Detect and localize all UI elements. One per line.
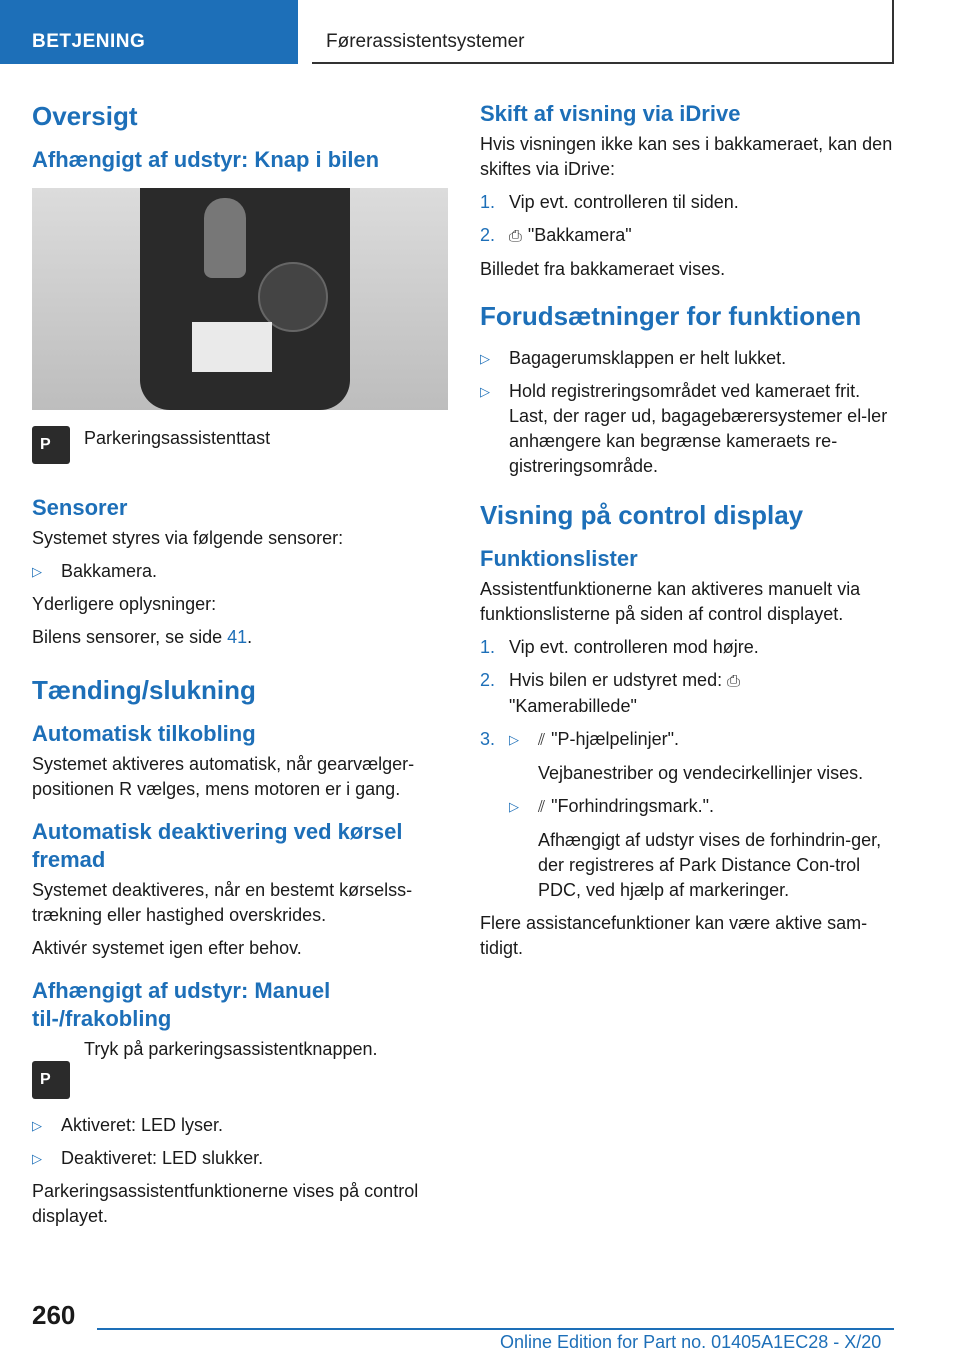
heading-funktionslister: Funktionslister: [480, 546, 638, 571]
text-tryk: Tryk på parkeringsassistentknappen.: [84, 1039, 378, 1059]
header-section-tab: [0, 0, 298, 64]
footer-divider: [97, 1328, 894, 1330]
sub-item: ▷ ⫽ "Forhindringsmark.".: [509, 794, 900, 820]
heading-skift: Skift af visning via iDrive: [480, 101, 741, 126]
parking-assist-icon: P: [32, 426, 70, 464]
step-2: 2. Hvis bilen er udstyret med: ⎙ "Kamerabillede": [480, 670, 740, 716]
left-column: [32, 100, 448, 1237]
page-link[interactable]: 41: [227, 627, 248, 647]
photo-caption: Parkeringsassistenttast: [84, 428, 271, 448]
console-photo: [32, 188, 448, 410]
parking-assist-icon: P: [32, 1061, 70, 1099]
text-auto-til: Systemet aktiveres automatisk, når gearvælger-positionen R vælges, mens motoren er i gang.: [32, 754, 415, 799]
heading-taending: Tænding/slukning: [32, 675, 256, 705]
list-item: ▷ Aktiveret: LED lyser.: [32, 1115, 224, 1135]
caption-row: [32, 426, 448, 464]
list-item: ▷ Bakkamera.: [32, 561, 158, 581]
heading-auto-til: Automatisk tilkobling: [32, 721, 256, 746]
list-item: ▷ Hold registreringsområdet ved kameraet frit. Last, der rager ud, bagagebærersystemer el-ler anhængere kan begrænse kameraets re-gistreringsområde.: [480, 381, 888, 476]
obstacle-icon: ⫽: [538, 799, 546, 816]
text-sensorer: Systemet styres via følgende sensorer:: [32, 528, 344, 548]
step-1: 1. Vip evt. controlleren til siden.: [480, 192, 739, 212]
text-skift: Hvis visningen ikke kan ses i bakkameraet, kan den skiftes via iDrive:: [480, 134, 893, 179]
right-column: [480, 100, 900, 969]
sub-item: ▷ ⫽ "P-hjælpelinjer".: [509, 727, 900, 753]
sub-desc: Vejbanestriber og vendecirkellinjer vises.: [538, 763, 864, 783]
text-aktiver: Aktivér systemet igen efter behov.: [32, 938, 302, 958]
heading-knap: Afhængigt af udstyr: Knap i bilen: [32, 147, 380, 172]
gear-lever: [204, 198, 246, 278]
manual-row: [32, 1037, 448, 1099]
text-auto-deakt: Systemet deaktiveres, når en bestemt kørselss-trækning eller hastighed overskrides.: [32, 880, 413, 925]
step-1: 1. Vip evt. controlleren mod højre.: [480, 637, 759, 657]
heading-visning: Visning på control display: [480, 500, 804, 530]
heading-manuel: Afhængigt af udstyr: Manuel til-/frakobling: [32, 978, 331, 1031]
heading-oversigt: Oversigt: [32, 101, 138, 131]
header-chapter: Førerassistentsystemer: [326, 31, 525, 52]
text-yderligere: Yderligere oplysninger:: [32, 594, 217, 614]
list-item: ▷ Bagagerumsklappen er helt lukket.: [480, 348, 787, 368]
heading-auto-deakt: Automatisk deaktivering ved kørsel fremad: [32, 819, 403, 872]
header-section: BETJENING: [32, 31, 146, 52]
text-vises: Parkeringsassistentfunktionerne vises på control displayet.: [32, 1181, 419, 1226]
header-chapter-box: [312, 0, 894, 64]
text-bilens: Bilens sensorer, se side 41.: [32, 627, 253, 647]
text-billedet: Billedet fra bakkameraet vises.: [480, 259, 726, 279]
camera-icon: ⎙: [727, 673, 740, 690]
heading-foruds: Forudsætninger for funktionen: [480, 301, 862, 331]
step-2: 2. ⎙ "Bakkamera": [480, 223, 900, 249]
step-3: 3. ▷ ⫽ "P-hjælpelinjer". Vejbanestriber og vendecirkellinjer vises. ▷ ⫽ "Forhindringsmark.". Afhængigt af udstyr vises de forhindrin-ger, der registreres af Park Distance Con-trol PDC, ved hjælp af markeringer.: [480, 727, 900, 903]
sub-desc: Afhængigt af udstyr vises de forhindrin-ger, der registreres af Park Distance Con-trol PDC, ved hjælp af markeringer.: [538, 830, 882, 900]
camera-icon: ⎙: [509, 228, 522, 245]
page-number: 260: [32, 1300, 76, 1330]
list-item: ▷ Deaktiveret: LED slukker.: [32, 1148, 264, 1168]
text-assist: Assistentfunktionerne kan aktiveres manuelt via funktionslisterne på siden af control displayet.: [480, 579, 861, 624]
footer-edition: Online Edition for Part no. 01405A1EC28 - X/20: [500, 1332, 882, 1352]
heading-sensorer: Sensorer: [32, 495, 128, 520]
lines-icon: ⫽: [538, 732, 546, 749]
text-flere: Flere assistancefunktioner kan være aktive sam-tidigt.: [480, 913, 868, 958]
touch-pad: [192, 322, 272, 372]
